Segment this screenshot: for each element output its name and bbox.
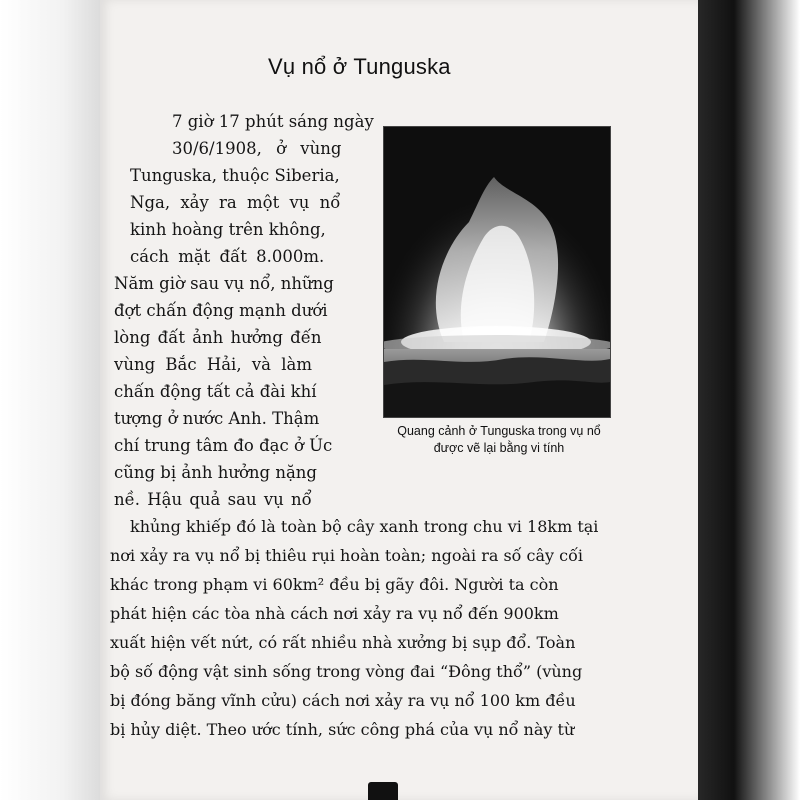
body-line: cũng bị ảnh hưởng nặng [114, 463, 317, 482]
body-line: bị đóng băng vĩnh cửu) cách nơi xảy ra vụ nổ 100 km đều [110, 691, 576, 710]
body-line: xuất hiện vết nứt, có rất nhiều nhà xưởng bị sụp đổ. Toàn [110, 633, 576, 652]
right-background [690, 0, 800, 800]
body-line: tượng ở nước Anh. Thậm [114, 409, 320, 428]
body-line: đợt chấn động mạnh dưới [114, 301, 328, 320]
body-line: chấn động tất cả đài khí [114, 382, 317, 401]
body-line: Năm giờ sau vụ nổ, những [114, 274, 334, 293]
body-line: cách mặt đất 8.000m. [130, 247, 325, 266]
body-line: kinh hoàng trên không, [130, 220, 326, 239]
body-line: vùng Bắc Hải, và làm [114, 355, 312, 374]
left-background [0, 0, 105, 800]
body-line: 30/6/1908, ở vùng [172, 139, 342, 158]
body-line: bộ số động vật sinh sống trong vòng đai “Đông thổ” (vùng [110, 662, 583, 681]
figure-caption [368, 423, 630, 457]
body-line: nơi xảy ra vụ nổ bị thiêu rụi hoàn toàn; ngoài ra số cây cối [110, 546, 584, 565]
book-page [100, 0, 698, 800]
body-line: bị hủy diệt. Theo ước tính, sức công phá của vụ nổ này từ [110, 720, 575, 739]
body-line: chí trung tâm đo đạc ở Úc [114, 436, 333, 455]
page-title: Vụ nổ ở Tunguska [268, 54, 451, 79]
body-line: Tunguska, thuộc Siberia, [130, 166, 340, 185]
caption-line: được vẽ lại bằng vi tính [433, 441, 565, 455]
body-line: 7 giờ 17 phút sáng ngày [172, 112, 374, 131]
body-line: Nga, xảy ra một vụ nổ [130, 193, 341, 212]
page-number-tab [368, 782, 398, 800]
caption-line: Quang cảnh ở Tunguska trong vụ nổ [397, 424, 601, 438]
body-line: lòng đất ảnh hưởng đến [114, 328, 322, 347]
body-line: khác trong phạm vi 60km² đều bị gãy đôi. Người ta còn [110, 575, 559, 594]
body-line: nề. Hậu quả sau vụ nổ [114, 490, 312, 509]
explosion-illustration-icon [383, 126, 611, 418]
body-line: phát hiện các tòa nhà cách nơi xảy ra vụ nổ đến 900km [110, 604, 559, 623]
body-line: khủng khiếp đó là toàn bộ cây xanh trong chu vi 18km tại [130, 517, 599, 536]
